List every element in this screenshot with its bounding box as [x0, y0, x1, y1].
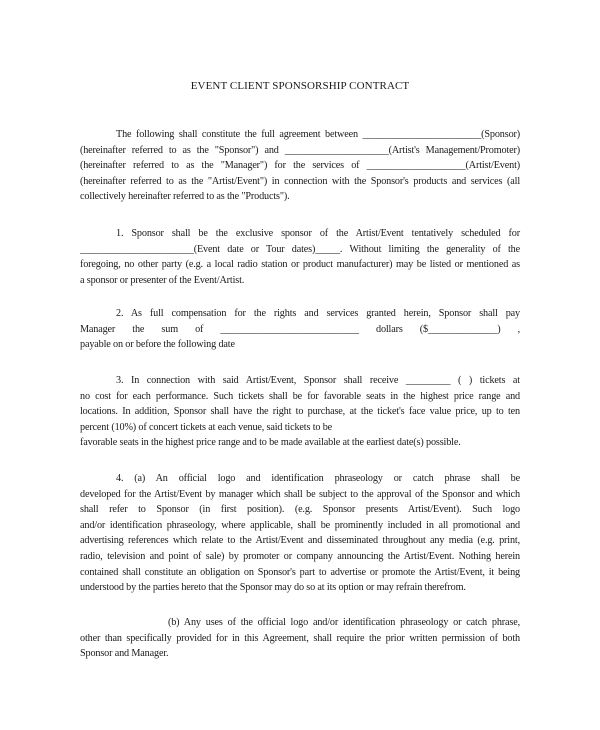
- text-line: (hereinafter referred to as the "Artist/Event") in connection with the Sponsor's products and services (all: [80, 175, 520, 187]
- text-line: favorable seats in the highest price range and to be made available at the earliest date(s) possible.: [80, 437, 461, 449]
- text-line: foregoing, no other party (e.g. a local radio station or product manufacturer) may be listed or mentioned as: [80, 259, 520, 271]
- clause-3: [80, 373, 520, 451]
- text-line: locations. In addition, Sponsor shall have the right to purchase, at the ticket's face value price, up to ten: [80, 406, 520, 418]
- paragraph-intro: [80, 127, 520, 205]
- text-line: contained shall constitute an obligation on Sponsor's part to advertise or promote the Artist/Event, it being: [80, 566, 520, 578]
- text-line: _______________________(Event date or Tour dates)_____. Without limiting the generality of the: [80, 243, 520, 255]
- text-line: (b) Any uses of the official logo and/or identification phraseology or catch phrase,: [168, 617, 520, 628]
- text-line: (hereinafter referred to as the "Sponsor") and _____________________(Artist's Management/Promoter): [80, 144, 520, 156]
- text-line: no cost for each performance. Such tickets shall be for favorable seats in the highest price range and: [80, 390, 520, 402]
- text-line: radio, television and point of sale) by promoter or company announcing the Artist/Event. Nothing herein: [80, 550, 520, 562]
- document-title: EVENT CLIENT SPONSORSHIP CONTRACT: [190, 80, 410, 92]
- text-line: understood by the parties hereto that the Sponsor may do so at its option or may refrain therefrom.: [80, 582, 466, 594]
- clause-1: [80, 226, 520, 288]
- text-line: developed for the Artist/Event by manager which shall be subject to the approval of the Sponsor and which: [80, 488, 520, 500]
- text-line: 4. (a) An official logo and identification phraseology or catch phrase shall be: [116, 473, 520, 484]
- text-line: shall refer to Sponsor (in first position). (e.g. Sponsor presents Artist/Event). Such logo: [80, 504, 520, 516]
- text-line: The following shall constitute the full agreement between ________________________(Sponsor): [116, 129, 520, 140]
- text-line: and/or identification phraseology, where applicable, shall be prominently included in all promotional and: [80, 519, 520, 531]
- text-line: percent (10%) of concert tickets at each venue, said tickets to be: [80, 421, 333, 433]
- text-line: 2. As full compensation for the rights and services granted herein, Sponsor shall pay: [116, 308, 520, 319]
- text-line: collectively hereinafter referred to as the "Products").: [80, 191, 290, 203]
- text-line: Manager the sum of ____________________________ dollars ($______________) ,: [80, 323, 520, 335]
- text-line: a sponsor or presenter of the Event/Artist.: [80, 274, 245, 286]
- text-line: 1. Sponsor shall be the exclusive sponsor of the Artist/Event tentatively scheduled for: [116, 228, 520, 239]
- text-line: Sponsor and Manager.: [80, 648, 169, 660]
- text-line: (hereinafter referred to as the "Manager") for the services of ____________________(Artist/Event): [80, 160, 520, 172]
- clause-2: [80, 306, 520, 353]
- text-line: 3. In connection with said Artist/Event, Sponsor shall receive _________ ( ) tickets at: [116, 375, 520, 386]
- clause-4a: [80, 471, 520, 596]
- clause-4b: [80, 615, 520, 662]
- text-line: advertising references which relate to the Artist/Event and disseminated throughout any media (e.g. print,: [80, 535, 520, 547]
- text-line: other than specifically provided for in this Agreement, shall require the prior written permission of both: [80, 632, 520, 644]
- text-line: payable on or before the following date: [80, 339, 235, 351]
